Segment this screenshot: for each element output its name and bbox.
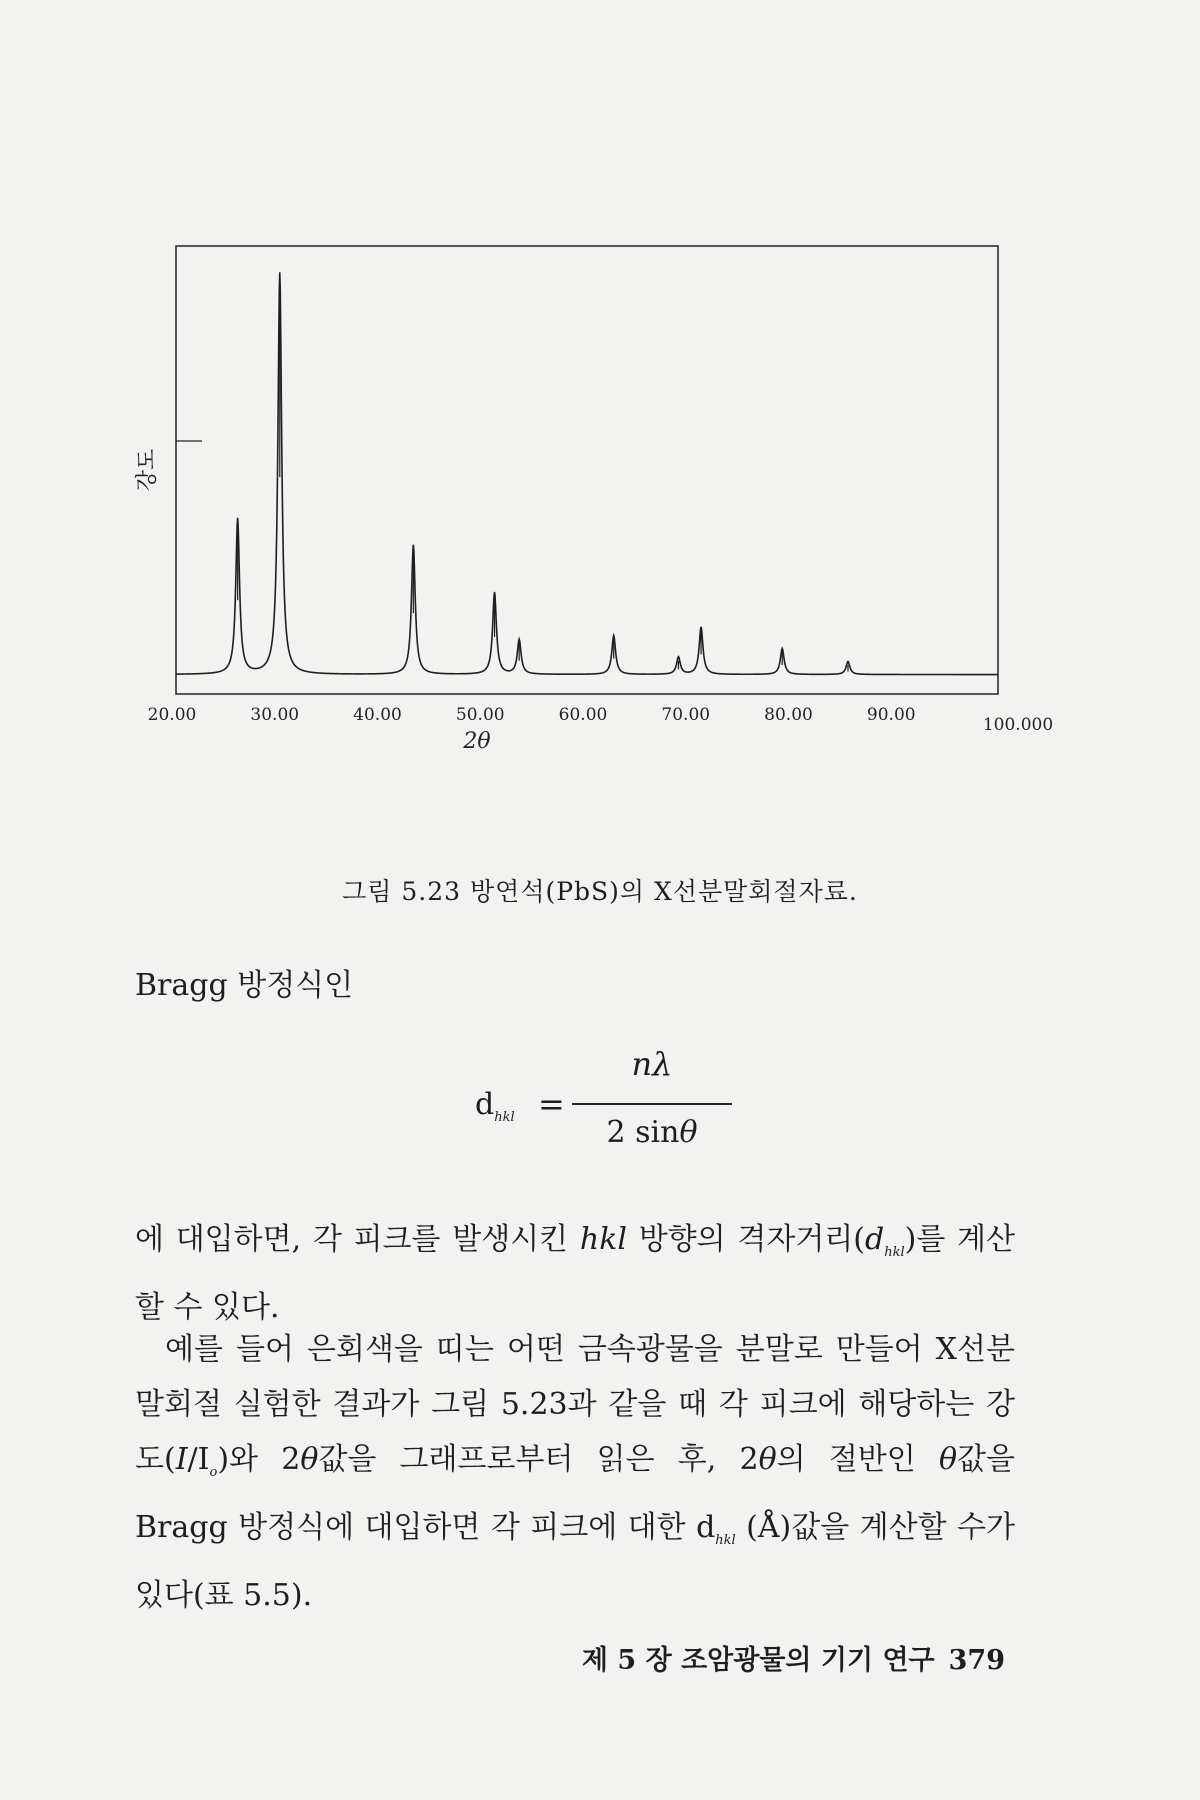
formula-equals: = (538, 1085, 565, 1123)
x-tick-label: 80.00 (764, 705, 813, 725)
formula-lhs (475, 1087, 515, 1125)
x-tick-label: 100.000 (982, 715, 1054, 735)
para2-text-k: (Å)값을 계산할 수가 있다(표 5.5). (135, 1510, 1015, 1613)
x-tick-label: 90.00 (866, 705, 916, 725)
paragraph-2 (135, 1322, 1015, 1623)
para2-Io-sub: o (209, 1465, 218, 1480)
intro-text: Bragg 방정식인 (135, 968, 354, 1003)
x-axis-label: 2θ (463, 729, 491, 754)
diffraction-trace (176, 272, 998, 674)
para2-theta-3: θ (938, 1442, 958, 1477)
formula-numerator: nλ (631, 1045, 673, 1083)
para2-text-j: 값을 Bragg 방정식에 대입하면 각 피크에 대한 d (135, 1442, 1015, 1545)
para2-text-h: 의 절반인 (776, 1442, 939, 1477)
xrd-chart (120, 230, 1054, 810)
x-tick-label: 70.00 (661, 705, 711, 725)
page-footer (582, 1638, 1005, 1677)
paragraph-1 (135, 1212, 1015, 1335)
para2-text-f: 값을 그래프로부터 읽은 후, 2 (318, 1442, 759, 1477)
figure-caption: 그림 5.23 방연석(PbS)의 X선분말회절자료. (342, 877, 858, 906)
x-axis-ticks (148, 705, 1053, 735)
x-tick-label: 40.00 (353, 705, 402, 725)
page-number: 379 (948, 1645, 1005, 1676)
fraction-bar (572, 1103, 732, 1105)
bragg-formula (450, 1045, 710, 1165)
para1-text-e: )를 계산할 수 있다. (135, 1222, 1015, 1325)
diffraction-pattern (176, 272, 998, 674)
formula-d: d (475, 1087, 495, 1122)
para2-theta-1: θ (300, 1442, 319, 1477)
x-tick-label: 20.00 (147, 705, 197, 725)
x-tick-label: 60.00 (558, 705, 608, 725)
para1-text-a: 에 대입하면, 각 피크를 발생시킨 (135, 1222, 580, 1257)
para1-d-sub: hkl (884, 1245, 905, 1260)
y-axis-label: 강도 (135, 448, 160, 492)
para2-dhkl-sub: hkl (715, 1533, 736, 1548)
x-tick-label: 50.00 (455, 705, 505, 725)
para2-theta-2: θ (758, 1442, 777, 1477)
para1-hkl: hkl (579, 1222, 627, 1257)
chapter-title: 제 5 장 조암광물의 기기 연구 (581, 1645, 935, 1676)
para1-d: d (864, 1222, 885, 1257)
para2-text-a: 예를 들어 은회색을 띠는 어떤 금속광물을 분말로 만들어 X선분말회절 실험한 결과가 그림 5.23과 같을 때 각 피크에 해당하는 강도( (135, 1332, 1015, 1477)
para1-text-c: 방향의 격자거리( (626, 1222, 865, 1257)
formula-denominator (572, 1115, 732, 1150)
x-tick-label: 30.00 (250, 705, 300, 725)
para2-text-c: /I (187, 1442, 210, 1477)
para2-I: I (175, 1442, 188, 1477)
formula-denominator-sin: 2 sin (606, 1115, 680, 1150)
plot-frame (176, 246, 998, 694)
formula-denominator-theta: θ (679, 1115, 698, 1150)
para2-text-d: )와 2 (217, 1442, 301, 1477)
formula-subscript: hkl (494, 1110, 515, 1125)
